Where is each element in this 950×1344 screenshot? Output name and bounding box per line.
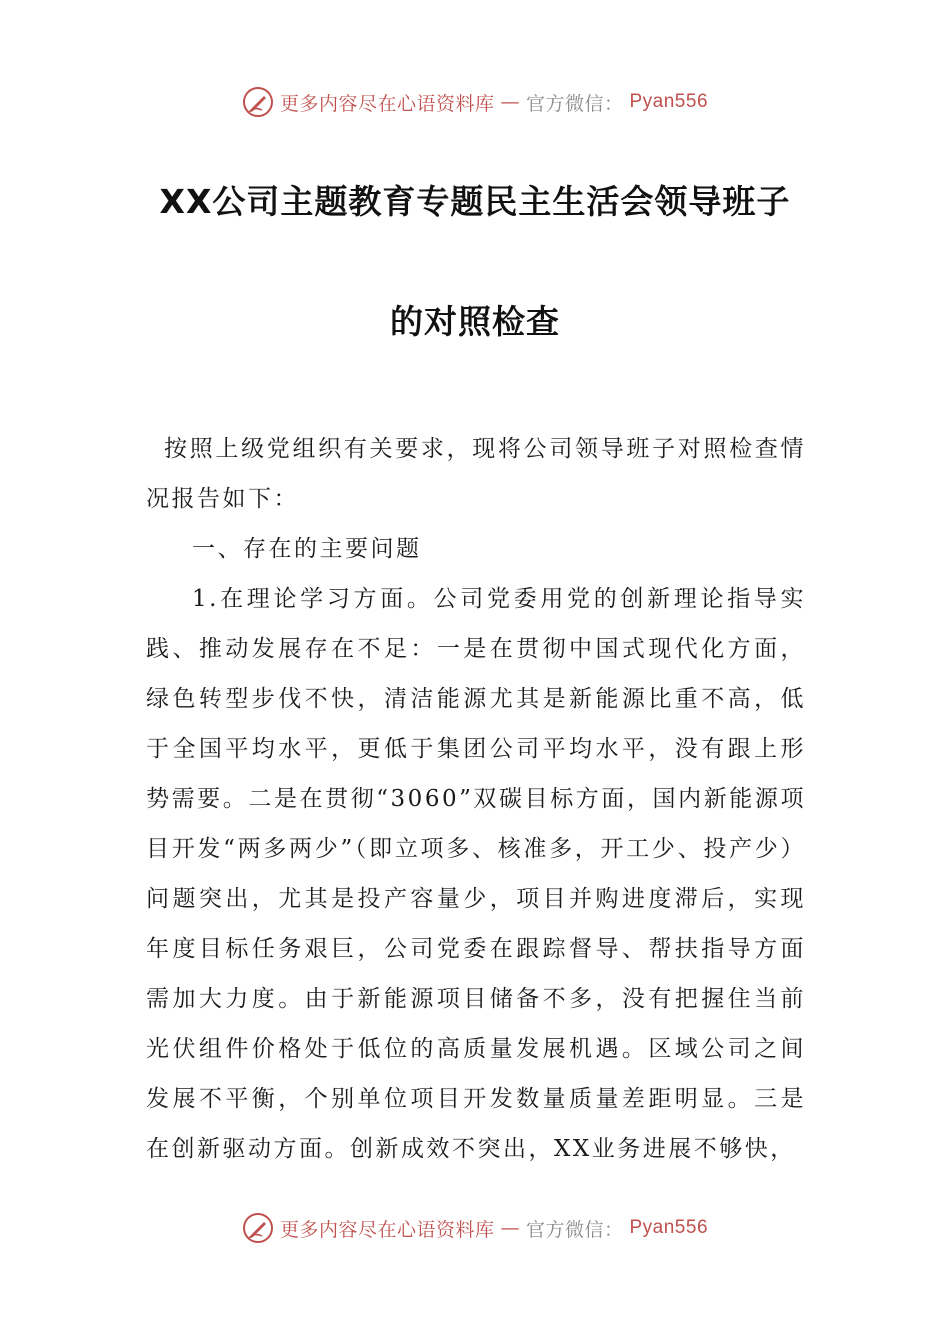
watermark-footer — [0, 1212, 950, 1244]
document-title-line2: 的对照检查 — [390, 302, 560, 341]
watermark-official-label: 官方微信： — [525, 92, 624, 115]
watermark-wechat-id: Pyan556 — [629, 91, 709, 112]
watermark-brand: 更多内容尽在心语资料库 — [279, 92, 495, 115]
body-paragraph-1: 1.在理论学习方面。公司党委用党的创新理论指导实践、推动发展存在不足：一是在贯彻中国式现代化方面，绿色转型步伐不快，清洁能源尤其是新能源比重不高，低于全国平均水平，更低于集团公司平均水平，没有跟上形势需要。二是在贯彻“3060”双碳目标方面，国内新能源项目开发“两多两少”（即立项多、核准多，开工少、投产少）问题突出，尤其是投产容量少，项目并购进度滞后，实现年度目标任务艰巨，公司党委在跟踪督导、帮扶指导方面需加大力度。由于新能源项目储备不多，没有把握住当前光伏组件价格处于低位的高质量发展机遇。区域公司之间发展不平衡，个别单位项目开发数量质量差距明显。三是在创新驱动方面。创新成效不突出，XX业务进展不够快， — [146, 586, 806, 1162]
pen-logo-icon — [242, 1212, 274, 1244]
watermark-dash: — — [500, 91, 520, 113]
watermark-dash: — — [500, 1217, 520, 1239]
document-body — [146, 424, 806, 1174]
section-heading: 一、存在的主要问题 — [192, 536, 422, 562]
watermark-wechat-id: Pyan556 — [629, 1217, 709, 1238]
pen-logo-icon — [242, 86, 274, 118]
watermark-brand: 更多内容尽在心语资料库 — [279, 1218, 495, 1241]
document-title-line1: XX公司主题教育专题民主生活会领导班子 — [159, 182, 791, 221]
intro-paragraph: 按照上级党组织有关要求，现将公司领导班子对照检查情况报告如下： — [146, 436, 806, 512]
watermark-header — [0, 86, 950, 118]
watermark-official-label: 官方微信： — [525, 1218, 624, 1241]
